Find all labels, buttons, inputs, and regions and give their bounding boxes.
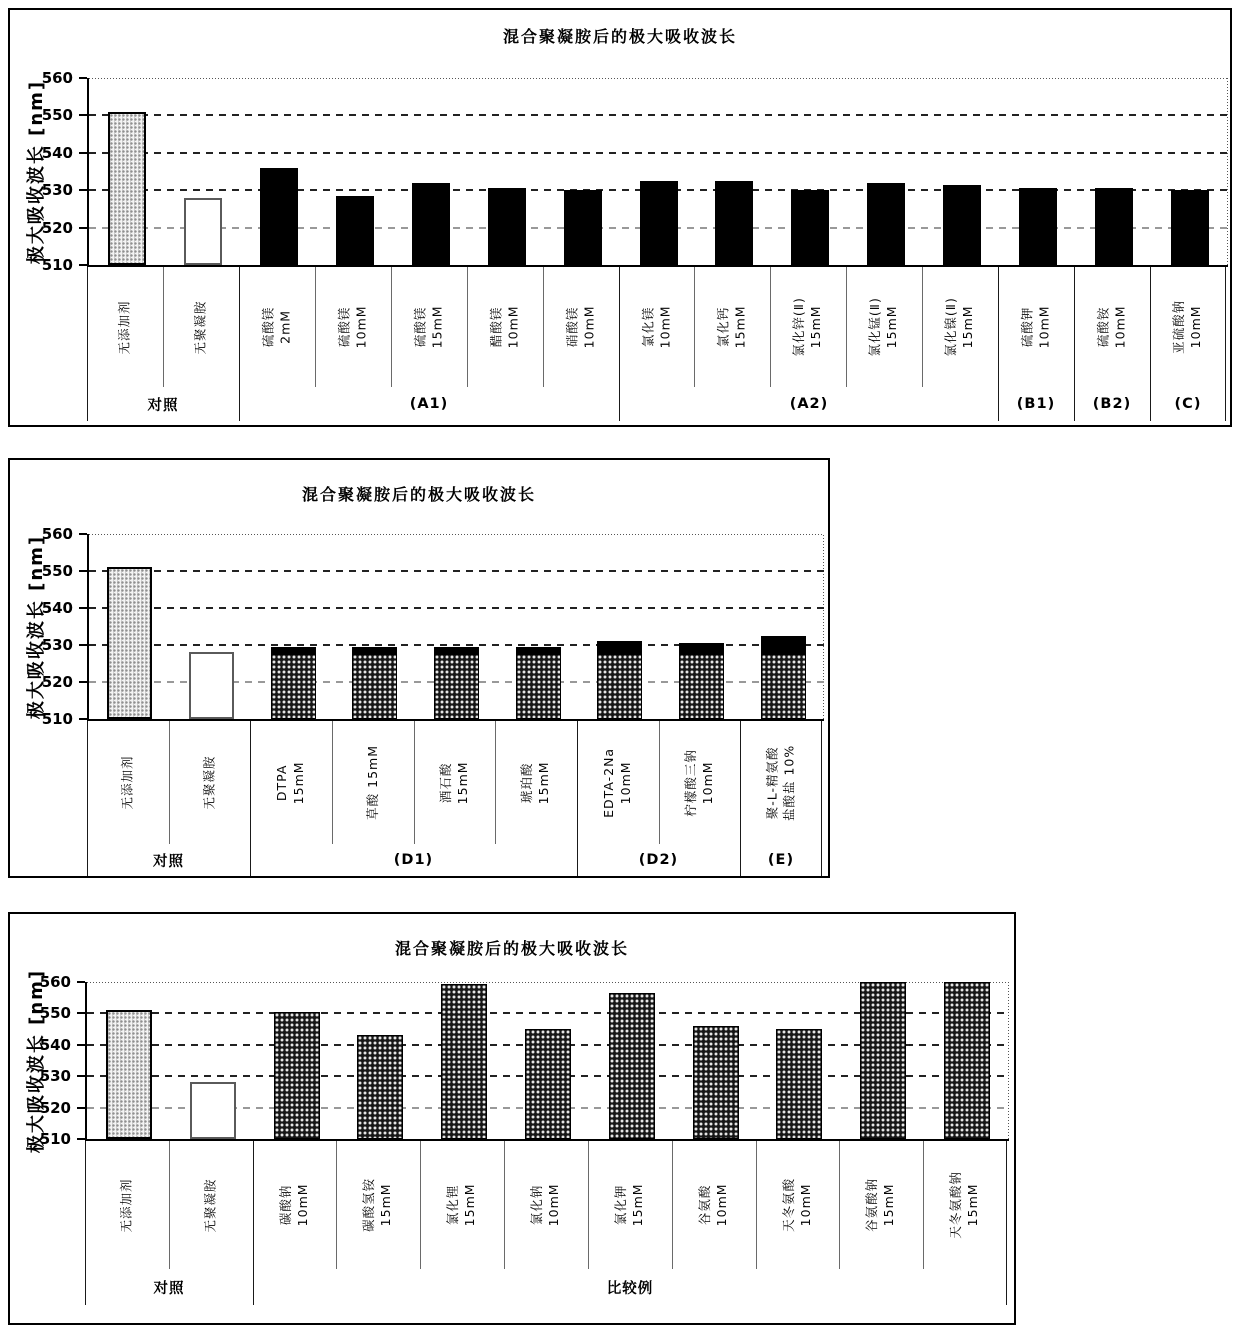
plot-area [85,982,1009,1141]
x-label-cell [923,1141,1007,1269]
y-tick-mark-540 [79,607,87,609]
x-label-text: 醋酸镁 10mM [488,305,520,349]
x-label-text: 酒石酸 15mM [438,761,470,804]
x-label-text: 氯化锰(Ⅱ) 15mM [867,297,899,357]
y-axis-title-text: 极大吸收波长 [nm] [26,968,48,1153]
x-label-text: 天冬氨酸钠 15mM [948,1171,980,1239]
x-label-cell [495,721,577,844]
y-tick-label-540: 540 [41,599,73,617]
x-label-cell [169,1141,253,1269]
y-tick-mark-530 [79,189,87,191]
x-label-cell [756,1141,840,1269]
x-label-text: EDTA-2Na 10mM [601,747,633,818]
x-label-cell [922,267,998,387]
x-label-text: 聚-L-精氨酸 盐酸盐 10% [764,744,796,821]
bar-草酸-15mM [352,647,397,719]
x-label-text: 硫酸钾 10mM [1019,305,1051,349]
x-label-cell [659,721,741,844]
y-tick-mark-540 [77,1044,85,1046]
chart-2-title: 混合聚凝胺后的极大吸收波长 [301,485,536,504]
x-label-text: 氯化锂 15mM [445,1183,477,1227]
x-label-text: 无聚凝胺 [202,1177,218,1233]
x-label-cell [85,1141,169,1269]
x-label-text: 氯化钠 10mM [529,1183,561,1227]
bar-天冬氨酸钠-15mM [944,982,990,1139]
x-label-cell [250,721,332,844]
group-label-A1: (A1) [409,396,449,412]
plot-right-edge [1227,78,1228,265]
bar-硫酸镁-2mM [260,168,298,265]
gridline-550 [89,570,824,572]
plot-area [87,78,1228,267]
x-label-text: 亚硫酸钠 10mM [1171,299,1203,355]
chart-1-canvas [10,10,1230,425]
x-label-cell [332,721,414,844]
bar-氯化钾-15mM [609,993,655,1139]
x-label-cell [467,267,543,387]
y-tick-label-560: 560 [41,69,73,87]
y-tick-label-530: 530 [41,181,73,200]
y-axis-title-text: 极大吸收波长 [nm] [26,534,48,719]
x-label-cell [846,267,922,387]
group-label-对照: 对照 [147,397,179,414]
x-label-text: 无添加剂 [118,1177,134,1233]
group-label-B1: (B1) [1016,396,1056,412]
bar-氯化镁-10mM [640,181,678,265]
y-tick-label-510: 510 [41,710,73,728]
y-tick-mark-550 [79,570,87,572]
bar-pattern-body [679,654,724,719]
x-label-cell [414,721,496,844]
bar-碳酸钠-10mM [274,1012,320,1139]
gridline-540 [89,152,1228,154]
x-label-cell [770,267,846,387]
x-label-cell [1150,267,1226,387]
group-label-D1: (D1) [393,852,434,868]
bar-pattern-body [352,654,397,719]
chart-3-title: 混合聚凝胺后的极大吸收波长 [394,939,629,958]
bar-pattern-body [516,654,561,719]
x-label-cell [672,1141,756,1269]
bar-硫酸镁-15mM [412,183,450,265]
y-tick-mark-530 [79,644,87,646]
bar-谷氨酸钠-15mM [860,982,906,1139]
y-tick-label-530: 530 [39,1067,71,1086]
x-label-text: 硫酸铵 10mM [1095,305,1127,349]
x-label-cell [253,1141,337,1269]
bar-硫酸铵-10mM [1095,188,1133,265]
y-tick-mark-540 [79,152,87,154]
bar-硫酸钾-10mM [1019,188,1057,265]
y-tick-mark-550 [79,114,87,116]
bar-碳酸氢铵-15mM [357,1035,403,1139]
x-label-text: 琥珀酸 15mM [519,761,551,804]
gridline-top [89,534,824,535]
x-label-text: 谷氨酸 10mM [697,1183,729,1227]
bar-氯化锌(Ⅱ)-15mM [791,190,829,265]
x-label-cell [239,267,315,387]
y-tick-label-550: 550 [41,562,73,580]
group-label-E: (E) [767,852,795,868]
x-label-text: 无添加剂 [116,299,132,355]
bar-EDTA-2Na-10mM [597,641,642,719]
x-label-area [87,721,822,876]
bar-pattern-body [597,654,642,719]
group-label-比较例: 比较例 [606,1280,654,1297]
y-axis-title [18,968,52,1153]
y-axis-title [18,78,52,265]
bar-天冬氨酸-10mM [776,1029,822,1139]
x-label-text: 无聚凝胺 [192,299,208,355]
y-axis-title-text: 极大吸收波长 [nm] [26,79,48,264]
x-label-text: 无添加剂 [119,755,135,810]
y-tick-label-560: 560 [39,973,71,991]
x-label-text: 氯化镁 10mM [640,305,672,349]
y-tick-label-520: 520 [41,218,73,237]
y-tick-mark-510 [79,264,87,266]
plot-right-edge [823,534,824,719]
x-label-cell [577,721,659,844]
bar-聚-L-精氨酸-盐酸盐-10% [761,636,806,719]
bar-亚硫酸钠-10mM [1171,190,1209,265]
y-tick-mark-530 [77,1075,85,1077]
bar-柠檬酸三钠-10mM [679,643,724,719]
x-label-text: 谷氨酸钠 15mM [864,1177,896,1233]
x-label-cell [391,267,467,387]
x-label-text: 氯化钙 15mM [715,305,747,349]
x-label-cell [588,1141,672,1269]
y-tick-mark-560 [77,981,85,983]
x-label-cell [420,1141,504,1269]
x-label-cell [87,721,169,844]
y-tick-label-540: 540 [39,1035,71,1054]
bar-pattern-body [434,654,479,719]
y-axis-title [18,534,52,719]
x-label-text: 硫酸镁 2mM [260,306,292,348]
x-label-text: 无聚凝胺 [201,755,217,810]
gridline-550 [89,114,1228,116]
plot-right-edge [1008,982,1009,1139]
y-tick-label-560: 560 [41,525,73,543]
x-label-cell [504,1141,588,1269]
bar-pattern-body [271,654,316,719]
bar-硫酸镁-10mM [336,196,374,265]
x-label-text: 碳酸氢铵 15mM [361,1177,393,1233]
y-tick-mark-550 [77,1012,85,1014]
bar-醋酸镁-10mM [488,188,526,265]
y-tick-mark-520 [79,681,87,683]
x-label-cell [336,1141,420,1269]
y-tick-label-550: 550 [41,106,73,125]
y-tick-label-520: 520 [39,1098,71,1117]
x-label-text: 硫酸镁 10mM [336,305,368,349]
y-tick-label-520: 520 [41,673,73,691]
x-label-text: 柠檬酸三钠 10mM [683,748,715,817]
x-label-cell [619,267,695,387]
y-tick-label-540: 540 [41,143,73,162]
group-label-对照: 对照 [153,853,184,870]
bar-氯化钙-15mM [715,181,753,265]
group-label-B2: (B2) [1092,396,1132,412]
group-label-A2: (A2) [789,396,829,412]
x-label-text: 草酸 15mM [364,745,380,820]
bar-硝酸镁-10mM [564,190,602,265]
bar-无聚凝胺 [184,198,222,265]
y-tick-label-510: 510 [39,1130,71,1148]
x-label-text: 硫酸镁 15mM [412,305,444,349]
bar-无添加剂 [107,567,152,719]
y-tick-mark-520 [79,227,87,229]
chart-2-canvas [10,460,828,876]
x-label-cell [87,267,163,387]
x-label-text: 碳酸钠 10mM [278,1183,310,1227]
bar-无聚凝胺 [189,652,234,719]
bar-无添加剂 [108,112,146,265]
gridline-540 [89,607,824,609]
chart-3-canvas [10,914,1014,1323]
bar-琥珀酸-15mM [516,647,561,719]
bar-谷氨酸-10mM [693,1026,739,1139]
bar-氯化锂-15mM [441,984,487,1139]
bar-pattern-body [761,654,806,719]
bar-酒石酸-15mM [434,647,479,719]
x-label-cell [740,721,822,844]
group-label-C: (C) [1174,396,1202,412]
bar-无聚凝胺 [190,1082,236,1139]
bar-氯化锰(Ⅱ)-15mM [867,183,905,265]
y-tick-label-510: 510 [41,256,73,274]
y-tick-mark-560 [79,77,87,79]
x-label-cell [694,267,770,387]
group-label-D2: (D2) [638,852,679,868]
y-tick-mark-510 [79,718,87,720]
x-label-cell [1074,267,1150,387]
chart-2-max-absorption-wavelength [8,458,830,878]
x-label-text: DTPA 15mM [274,761,306,804]
plot-area [87,534,824,721]
y-tick-label-530: 530 [41,636,73,654]
bar-DTPA-15mM [271,647,316,719]
chart-1-title: 混合聚凝胺后的极大吸收波长 [502,27,737,46]
x-label-text: 硝酸镁 10mM [564,305,596,349]
y-tick-mark-510 [77,1138,85,1140]
x-label-cell [998,267,1074,387]
x-label-area [87,267,1226,421]
x-label-cell [315,267,391,387]
group-label-对照: 对照 [153,1280,185,1297]
x-label-text: 氯化锌(Ⅱ) 15mM [791,297,823,357]
x-label-text: 天冬氨酸 10mM [781,1177,813,1233]
x-label-area [85,1141,1007,1305]
chart-3-max-absorption-wavelength [8,912,1016,1325]
x-label-cell [839,1141,923,1269]
y-tick-mark-560 [79,533,87,535]
x-label-cell [169,721,251,844]
chart-1-max-absorption-wavelength [8,8,1232,427]
gridline-top [89,78,1228,79]
y-tick-mark-520 [77,1107,85,1109]
bar-氯化钠-10mM [525,1029,571,1139]
x-label-text: 氯化镍(Ⅱ) 15mM [943,297,975,357]
y-tick-label-550: 550 [39,1004,71,1023]
x-label-text: 氯化钾 15mM [613,1183,645,1227]
bar-氯化镍(Ⅱ)-15mM [943,185,981,265]
bar-无添加剂 [106,1010,152,1139]
x-label-cell [543,267,619,387]
x-label-cell [163,267,239,387]
